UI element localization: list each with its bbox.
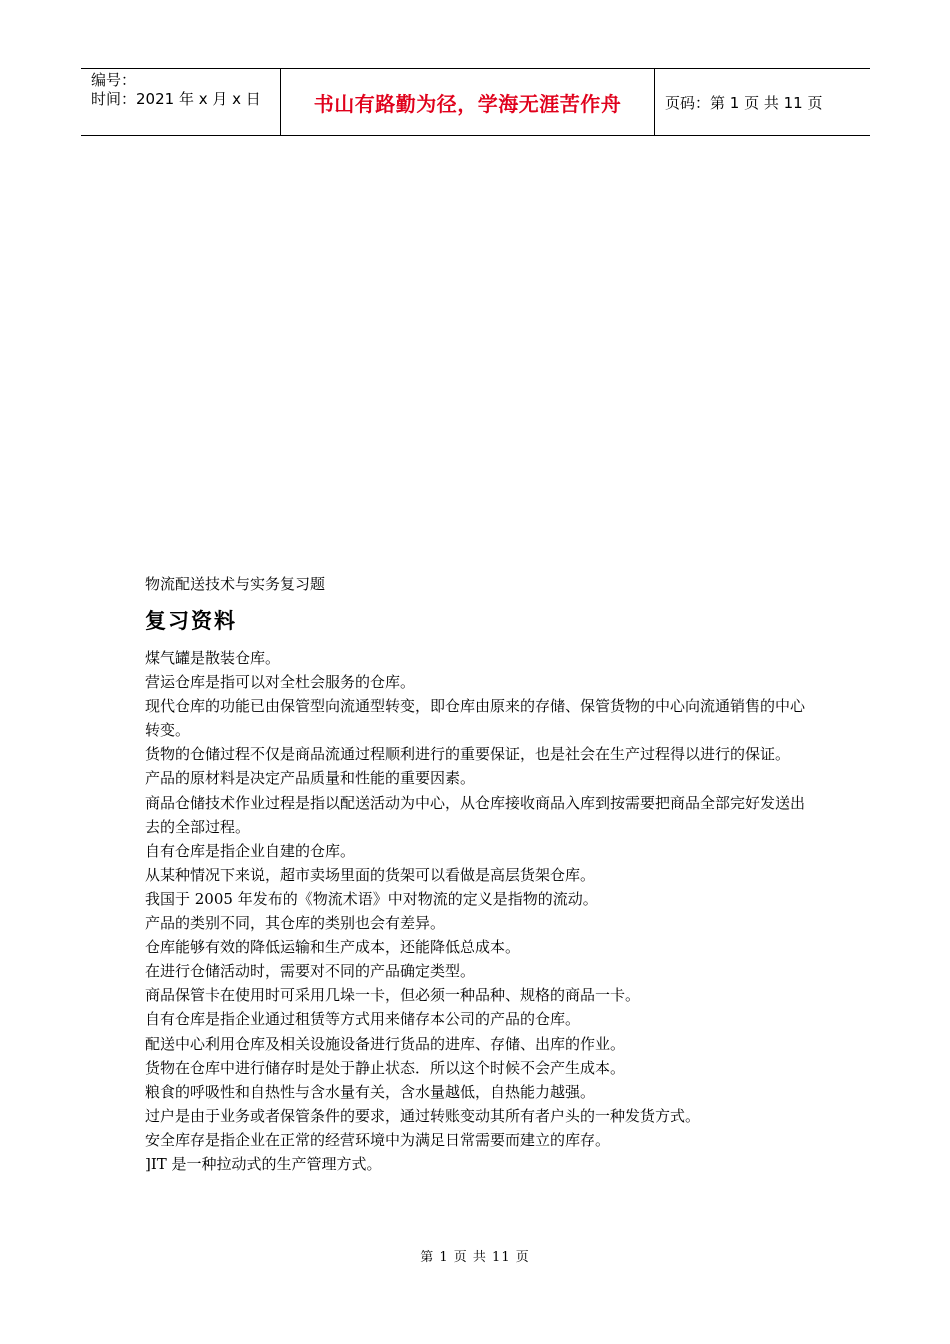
paragraph: 仓库能够有效的降低运输和生产成本，还能降低总成本。 [145,938,521,957]
header-meta [81,69,281,135]
review-notes-list [145,646,815,1176]
header-motto: 书山有路勤为径，学海无涯苦作舟 [281,69,655,135]
paragraph: 自有仓库是指企业自建的仓库。 [145,841,356,860]
paragraph: 产品的原材料是决定产品质量和性能的重要因素。 [145,769,476,788]
paragraph: 产品的类别不同，其仓库的类别也会有差异。 [145,914,446,933]
paragraph: 货物的仓储过程不仅是商品流通过程顺利进行的重要保证，也是社会在生产过程得以进行的保证。 [145,745,791,764]
paragraph: 粮食的呼吸性和自热性与含水量有关，含水量越低，自热能力越强。 [145,1082,596,1101]
page-header [81,68,870,136]
document-title: 物流配送技术与实务复习题 [145,575,326,593]
paragraph: 自有仓库是指企业通过租赁等方式用来储存本公司的产品的仓库。 [145,1010,581,1029]
section-heading: 复习资料 [145,609,237,633]
paragraph: 从某种情况下来说，超市卖场里面的货架可以看做是高层货架仓库。 [145,865,596,884]
paragraph: 煤气罐是散装仓库。 [145,649,281,667]
paragraph: 在进行仓储活动时，需要对不同的产品确定类型。 [145,962,476,981]
paragraph: 营运仓库是指可以对全杜会服务的仓库。 [145,673,416,692]
header-page-info: 页码：第 1 页 共 11 页 [665,93,823,112]
paragraph: 商品仓储技术作业过程是指以配送活动为中心，从仓库接收商品入库到按需要把商品全部完好发送出去的全部过程。 [145,793,806,836]
paragraph: 我国于 2005 年发布的《物流术语》中对物流的定义是指物的流动。 [145,889,598,908]
paragraph: 配送中心利用仓库及相关设施设备进行货品的进库、存储、出库的作业。 [145,1034,626,1053]
paragraph: ]IT 是一种拉动式的生产管理方式。 [145,1154,382,1173]
paragraph: 货物在仓库中进行储存时是处于静止状态．所以这个时候不会产生成本。 [145,1058,626,1077]
page-footer: 第 1 页 共 11 页 [420,1250,530,1265]
document-number-label: 编号： [91,71,137,89]
paragraph: 现代仓库的功能已由保管型向流通型转变，即仓库由原来的存储、保管货物的中心向流通销售的中心转变。 [145,697,806,740]
paragraph: 过户是由于业务或者保管条件的要求，通过转账变动其所有者户头的一种发货方式。 [145,1106,701,1125]
paragraph: 商品保管卡在使用时可采用几垛一卡，但必须一种品种、规格的商品一卡。 [145,986,641,1005]
paragraph: 安全库存是指企业在正常的经营环境中为满足日常需要而建立的库存。 [145,1130,611,1149]
document-date-label: 时间：2021 年 x 月 x 日 [91,90,261,108]
